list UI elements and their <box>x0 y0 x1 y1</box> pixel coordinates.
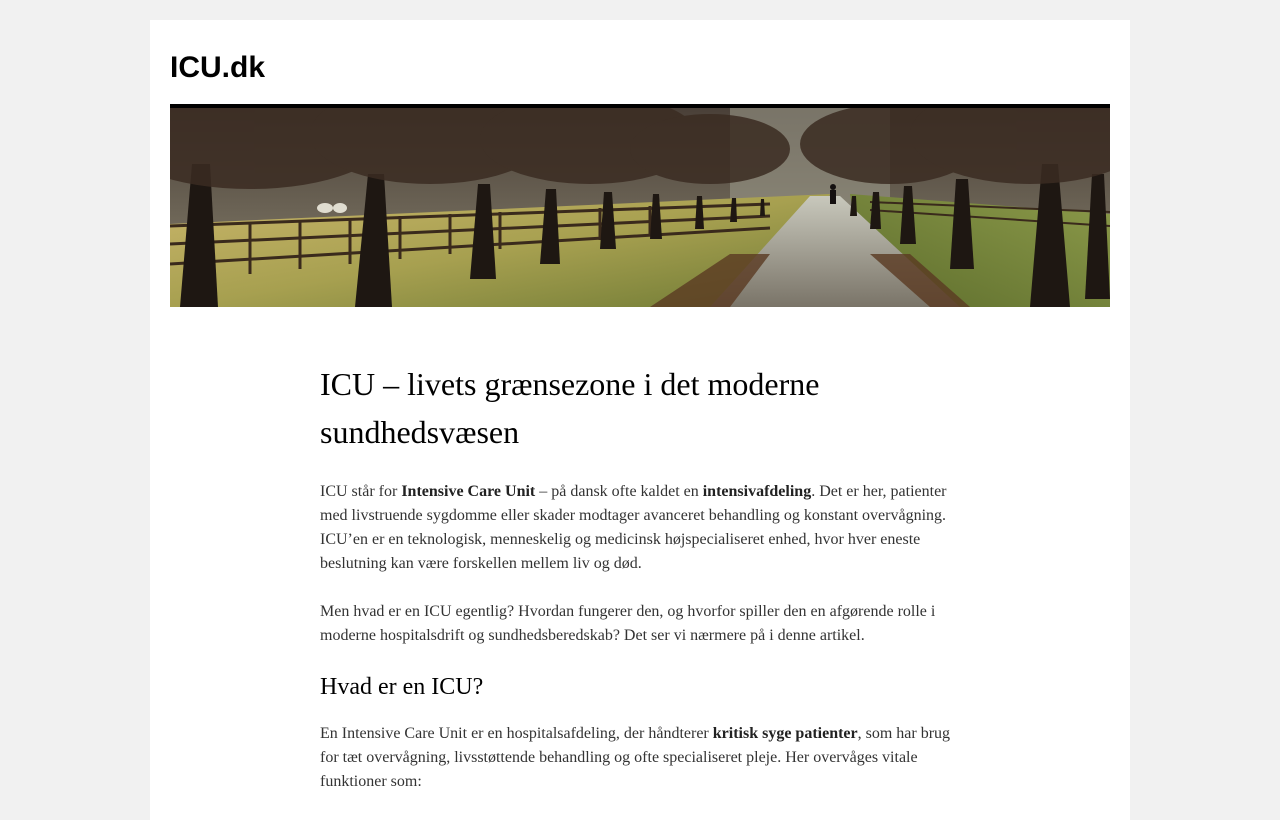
p3-bold-critical: kritisk syge patienter <box>712 725 858 742</box>
p3-text-2: , som har brug for tæt overvågning, livsstøttende behandling og ofte specialiseret pleje. Her overvåges vitale funktioner som: <box>320 725 951 790</box>
second-paragraph: Men hvad er en ICU egentlig? Hvordan fungerer den, og hvorfor spiller den en afgørende rolle i moderne hospitalsdrift og sundhedsberedskab? Det ser vi nærmere på i denne artikel. <box>320 603 936 644</box>
third-paragraph <box>320 722 960 794</box>
article-title: ICU – livets grænsezone i det moderne sundhedsvæsen <box>320 366 820 450</box>
intro-bold-intensivafdeling: intensivafdeling <box>702 483 812 500</box>
intro-bold-icu: Intensive Care Unit <box>401 483 536 500</box>
article-content <box>320 360 960 818</box>
intro-text-2: – på dansk ofte kaldet en <box>535 483 703 500</box>
section-heading-what-is-icu: Hvad er en ICU? <box>320 674 484 700</box>
intro-text-3: . Det er her, patienter med livstruende sygdomme eller skader modtager avanceret behandling og konstant overvågning. ICU’en er en teknologisk, menneskelig og medicinsk højspecialiseret enhed, hvor hver eneste beslutning kan være forskellen mellem liv og død. <box>320 483 947 572</box>
site-title-link[interactable]: ICU.dk <box>170 51 266 84</box>
intro-text-1: ICU står for <box>320 483 402 500</box>
p3-text-1: En Intensive Care Unit er en hospitalsafdeling, der håndterer <box>320 725 713 742</box>
intro-paragraph <box>320 480 960 576</box>
page-container <box>150 20 1130 820</box>
header-banner-image <box>170 104 1110 307</box>
tree-avenue-photo <box>170 104 1110 307</box>
